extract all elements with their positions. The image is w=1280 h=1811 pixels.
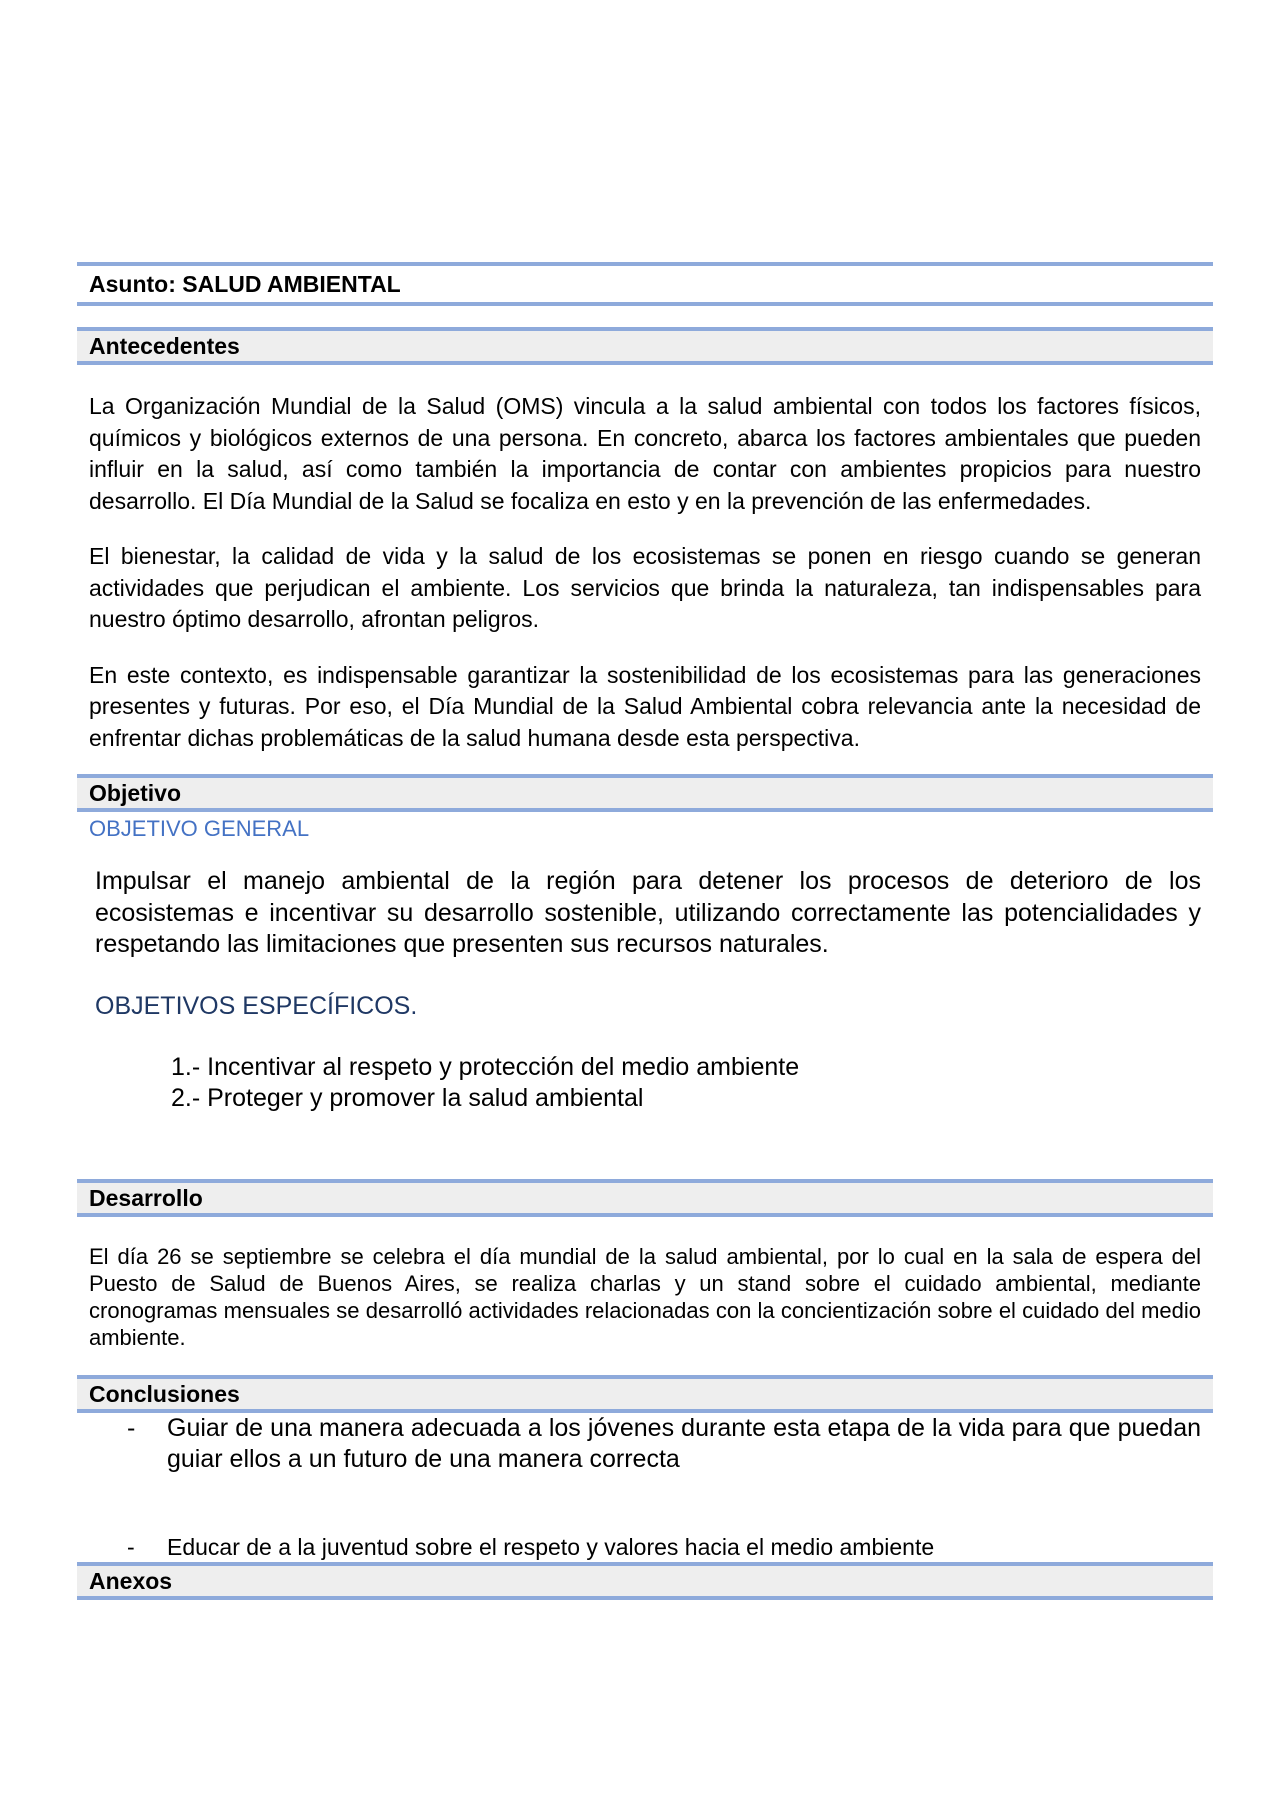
list-item: 1.- Incentivar al respeto y protección del medio ambiente — [171, 1052, 800, 1081]
section-header-objetivo: Objetivo — [77, 774, 1213, 812]
list-item — [77, 1532, 1213, 1562]
conclusion-item-2: Educar de a la juventud sobre el respeto y valores hacia el medio ambiente — [167, 1533, 935, 1560]
section-header-antecedentes: Antecedentes — [77, 327, 1213, 365]
list-item — [77, 1413, 1213, 1476]
antecedentes-paragraph-3: En este contexto, es indispensable garantizar la sostenibilidad de los ecosistemas para las generaciones presentes y futuras. Por eso, el Día Mundial de la Salud Ambiental cobra relevancia ante la necesidad de enfrentar dichas problemáticas de la salud humana desde esta perspectiva. — [89, 661, 1201, 751]
list-dash: - — [127, 1413, 136, 1442]
antecedentes-paragraph-2: El bienestar, la calidad de vida y la salud de los ecosistemas se ponen en riesgo cuando se generan actividades que perjudican el ambiente. Los servicios que brinda la naturaleza, tan indispensables para nuestro óptimo desarrollo, afrontan peligros. — [89, 543, 1201, 632]
document-page — [77, 262, 1213, 1600]
objetivo-general-text: Impulsar el manejo ambiental de la región para detener los procesos de deterioro de los ecosistemas e incentivar su desarrollo sostenible, utilizando correctamente las potencialidades y respetando las limitaciones que presenten sus recursos naturales. — [95, 867, 1201, 958]
antecedentes-paragraph-1: La Organización Mundial de la Salud (OMS) vincula a la salud ambiental con todos los factores físicos, químicos y biológicos externos de una persona. En concreto, abarca los factores ambientales que pueden influir en la salud, así como también la importancia de contar con ambientes propicios para nuestro desarrollo. El Día Mundial de la Salud se focaliza en esto y en la prevención de las enfermedades. — [89, 393, 1201, 514]
section-header-anexos: Anexos — [77, 1562, 1213, 1600]
section-header-conclusiones: Conclusiones — [77, 1375, 1213, 1413]
desarrollo-text: El día 26 se septiembre se celebra el día mundial de la salud ambiental, por lo cual en la sala de espera del Puesto de Salud de Buenos Aires, se realiza charlas y un stand sobre el cuidado ambiental, mediante cronogramas mensuales se desarrolló actividades relacionadas con la concientización sobre el cuidado del medio ambiente. — [89, 1243, 1201, 1350]
objetivos-especificos-heading: OBJETIVOS ESPECÍFICOS. — [95, 991, 418, 1020]
objetivo-general-heading: OBJETIVO GENERAL — [89, 816, 310, 841]
list-item: 2.- Proteger y promover la salud ambiental — [171, 1084, 644, 1112]
subject-header: Asunto: SALUD AMBIENTAL — [77, 262, 1213, 306]
section-header-desarrollo: Desarrollo — [77, 1179, 1213, 1217]
objetivos-especificos-list — [77, 1052, 1213, 1115]
list-dash: - — [127, 1533, 135, 1560]
conclusion-item-1: Guiar de una manera adecuada a los jóvenes durante esta etapa de la vida para que puedan guiar ellos a un futuro de una manera correcta — [167, 1413, 1201, 1473]
